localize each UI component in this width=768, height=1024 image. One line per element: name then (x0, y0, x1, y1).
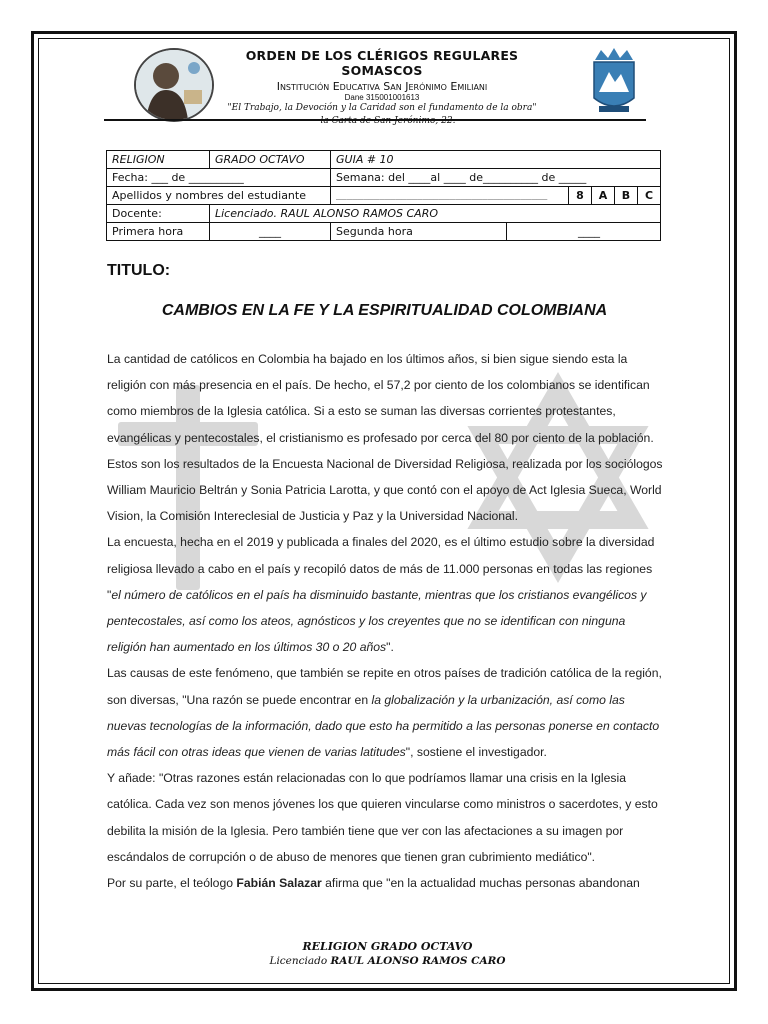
paragraph: La cantidad de católicos en Colombia ha bajado en los últimos años, si bien sigue siendo esta la religión con más presencia en el país. De hecho, el 57,2 por ciento de los colombianos se identifican como miembros de la Iglesia católica. Si a esto se suman las diversas corrientes protestantes, evangélicas y pentecostales, el cristianismo es profesado por cerca del 80 por ciento de la población. (107, 352, 654, 445)
teacher-label: Docente: (107, 205, 210, 223)
second-hour-label: Segunda hora (331, 223, 507, 241)
quote-italic: el número de católicos en el país ha disminuido bastante, mientras que los cristianos evangélicos y pentecostales, así como los ateos, agnósticos y los creyentes que no se identifican con ninguna religión han aumentado en los últimos 30 o 20 años (107, 587, 647, 655)
school-motto: "El Trabajo, la Devoción y la Caridad son el fundamento de la obra" (227, 103, 537, 113)
footer-teacher: Licenciado RAUL ALONSO RAMOS CARO (269, 955, 506, 967)
table-row (107, 187, 661, 205)
article-body (107, 346, 663, 896)
titulo-label: TITULO: (107, 262, 171, 279)
institution-name: Institución Educativa San Jerónimo Emiliani (276, 80, 488, 93)
theologian-name: Fabián Salazar (236, 876, 322, 891)
grade-number-cell: 8 (569, 187, 592, 205)
guide-number-cell: GUIA # 10 (331, 151, 661, 169)
page-footer (160, 940, 615, 967)
week-field[interactable]: Semana: del ____al ____ de__________ de _____ (331, 169, 661, 187)
paragraph: Por su parte, el teólogo Fabián Salazar afirma que "en la actualidad muchas personas abandonan (107, 876, 640, 891)
date-field[interactable]: Fecha: ___ de __________ (107, 169, 331, 187)
dane-code: Dane 315001001613 (344, 93, 420, 102)
student-name-field[interactable]: _______________________________________ (331, 187, 569, 205)
paragraph: Y añade: "Otras razones están relacionadas con lo que podríamos llamar una crisis en la Iglesia católica. Cada vez son menos jóvenes los que quieren vincularse como ministros o sacerdotes, y esto debilita la misión de la Iglesia. Pero también tiene que ver con las afectaciones a su imagen por escándalos de corrupción o de abuso de menores que tienen gran cubrimiento mediático". (107, 771, 658, 864)
group-option-b[interactable]: B (615, 187, 638, 205)
school-founder-logo (134, 48, 214, 122)
group-option-c[interactable]: C (638, 187, 661, 205)
group-option-a[interactable]: A (592, 187, 615, 205)
guide-info-table (106, 150, 661, 241)
grade-cell: GRADO OCTAVO (210, 151, 331, 169)
paragraph: Estos son los resultados de la Encuesta Nacional de Diversidad Religiosa, realizada por los sociólogos William Mauricio Beltrán y Sonia Patricia Larotta, y que contó con el apoyo de Act Iglesia Sueca, World Vision, la Comisión Intereclesial de Justicia y Paz y la Universidad Nacional. (107, 456, 663, 524)
quote-italic: la globalización y la urbanización, así como las nuevas tecnologías de la información, dado que esto ha permitido a las personas ponerse en contacto más fácil con otras ideas que vienen de varias latitudes (107, 692, 660, 760)
table-row (107, 169, 661, 187)
table-row (107, 151, 661, 169)
table-row (107, 205, 661, 223)
second-hour-field[interactable]: ____ (507, 223, 661, 241)
institution-header (212, 48, 552, 126)
paragraph: La encuesta, hecha en el 2019 y publicada a finales del 2020, es el último estudio sobre la diversidad religiosa llevado a cabo en el país y recopiló datos de más de 11.000 personas en todas las regiones "el número de católicos en el país ha disminuido bastante, mientras que los cristianos evangélicos y pentecostales, así como los ateos, agnósticos y los creyentes que no se identifican con ninguna religión han aumentado en los últimos 30 o 20 años". (107, 535, 655, 655)
page-title: CAMBIOS EN LA FE Y LA ESPIRITUALIDAD COLOMBIANA (161, 302, 608, 319)
carta-reference: la Carta de San Jerónimo, 22. (320, 116, 456, 126)
subject-cell: RELIGION (107, 151, 210, 169)
student-name-label: Apellidos y nombres del estudiante (107, 187, 331, 205)
first-hour-field[interactable]: ____ (210, 223, 331, 241)
header-divider (104, 119, 646, 121)
paragraph: Las causas de este fenómeno, que también se repite en otros países de tradición católica de la región, son diversas, "Una razón se puede encontrar en la globalización y la urbanización, así como las nuevas tecnologías de la información, dado que esto ha permitido a las personas ponerse en contacto más fácil con otras ideas que vienen de varias latitudes", sostiene el investigador. (107, 666, 662, 760)
first-hour-label: Primera hora (107, 223, 210, 241)
table-row (107, 223, 661, 241)
order-name: ORDEN DE LOS CLÉRIGOS REGULARES SOMASCOS (245, 48, 519, 78)
institution-crest-icon (591, 46, 637, 116)
teacher-name: Licenciado. RAUL ALONSO RAMOS CARO (210, 205, 661, 223)
footer-subject: RELIGION GRADO OCTAVO (302, 940, 473, 953)
